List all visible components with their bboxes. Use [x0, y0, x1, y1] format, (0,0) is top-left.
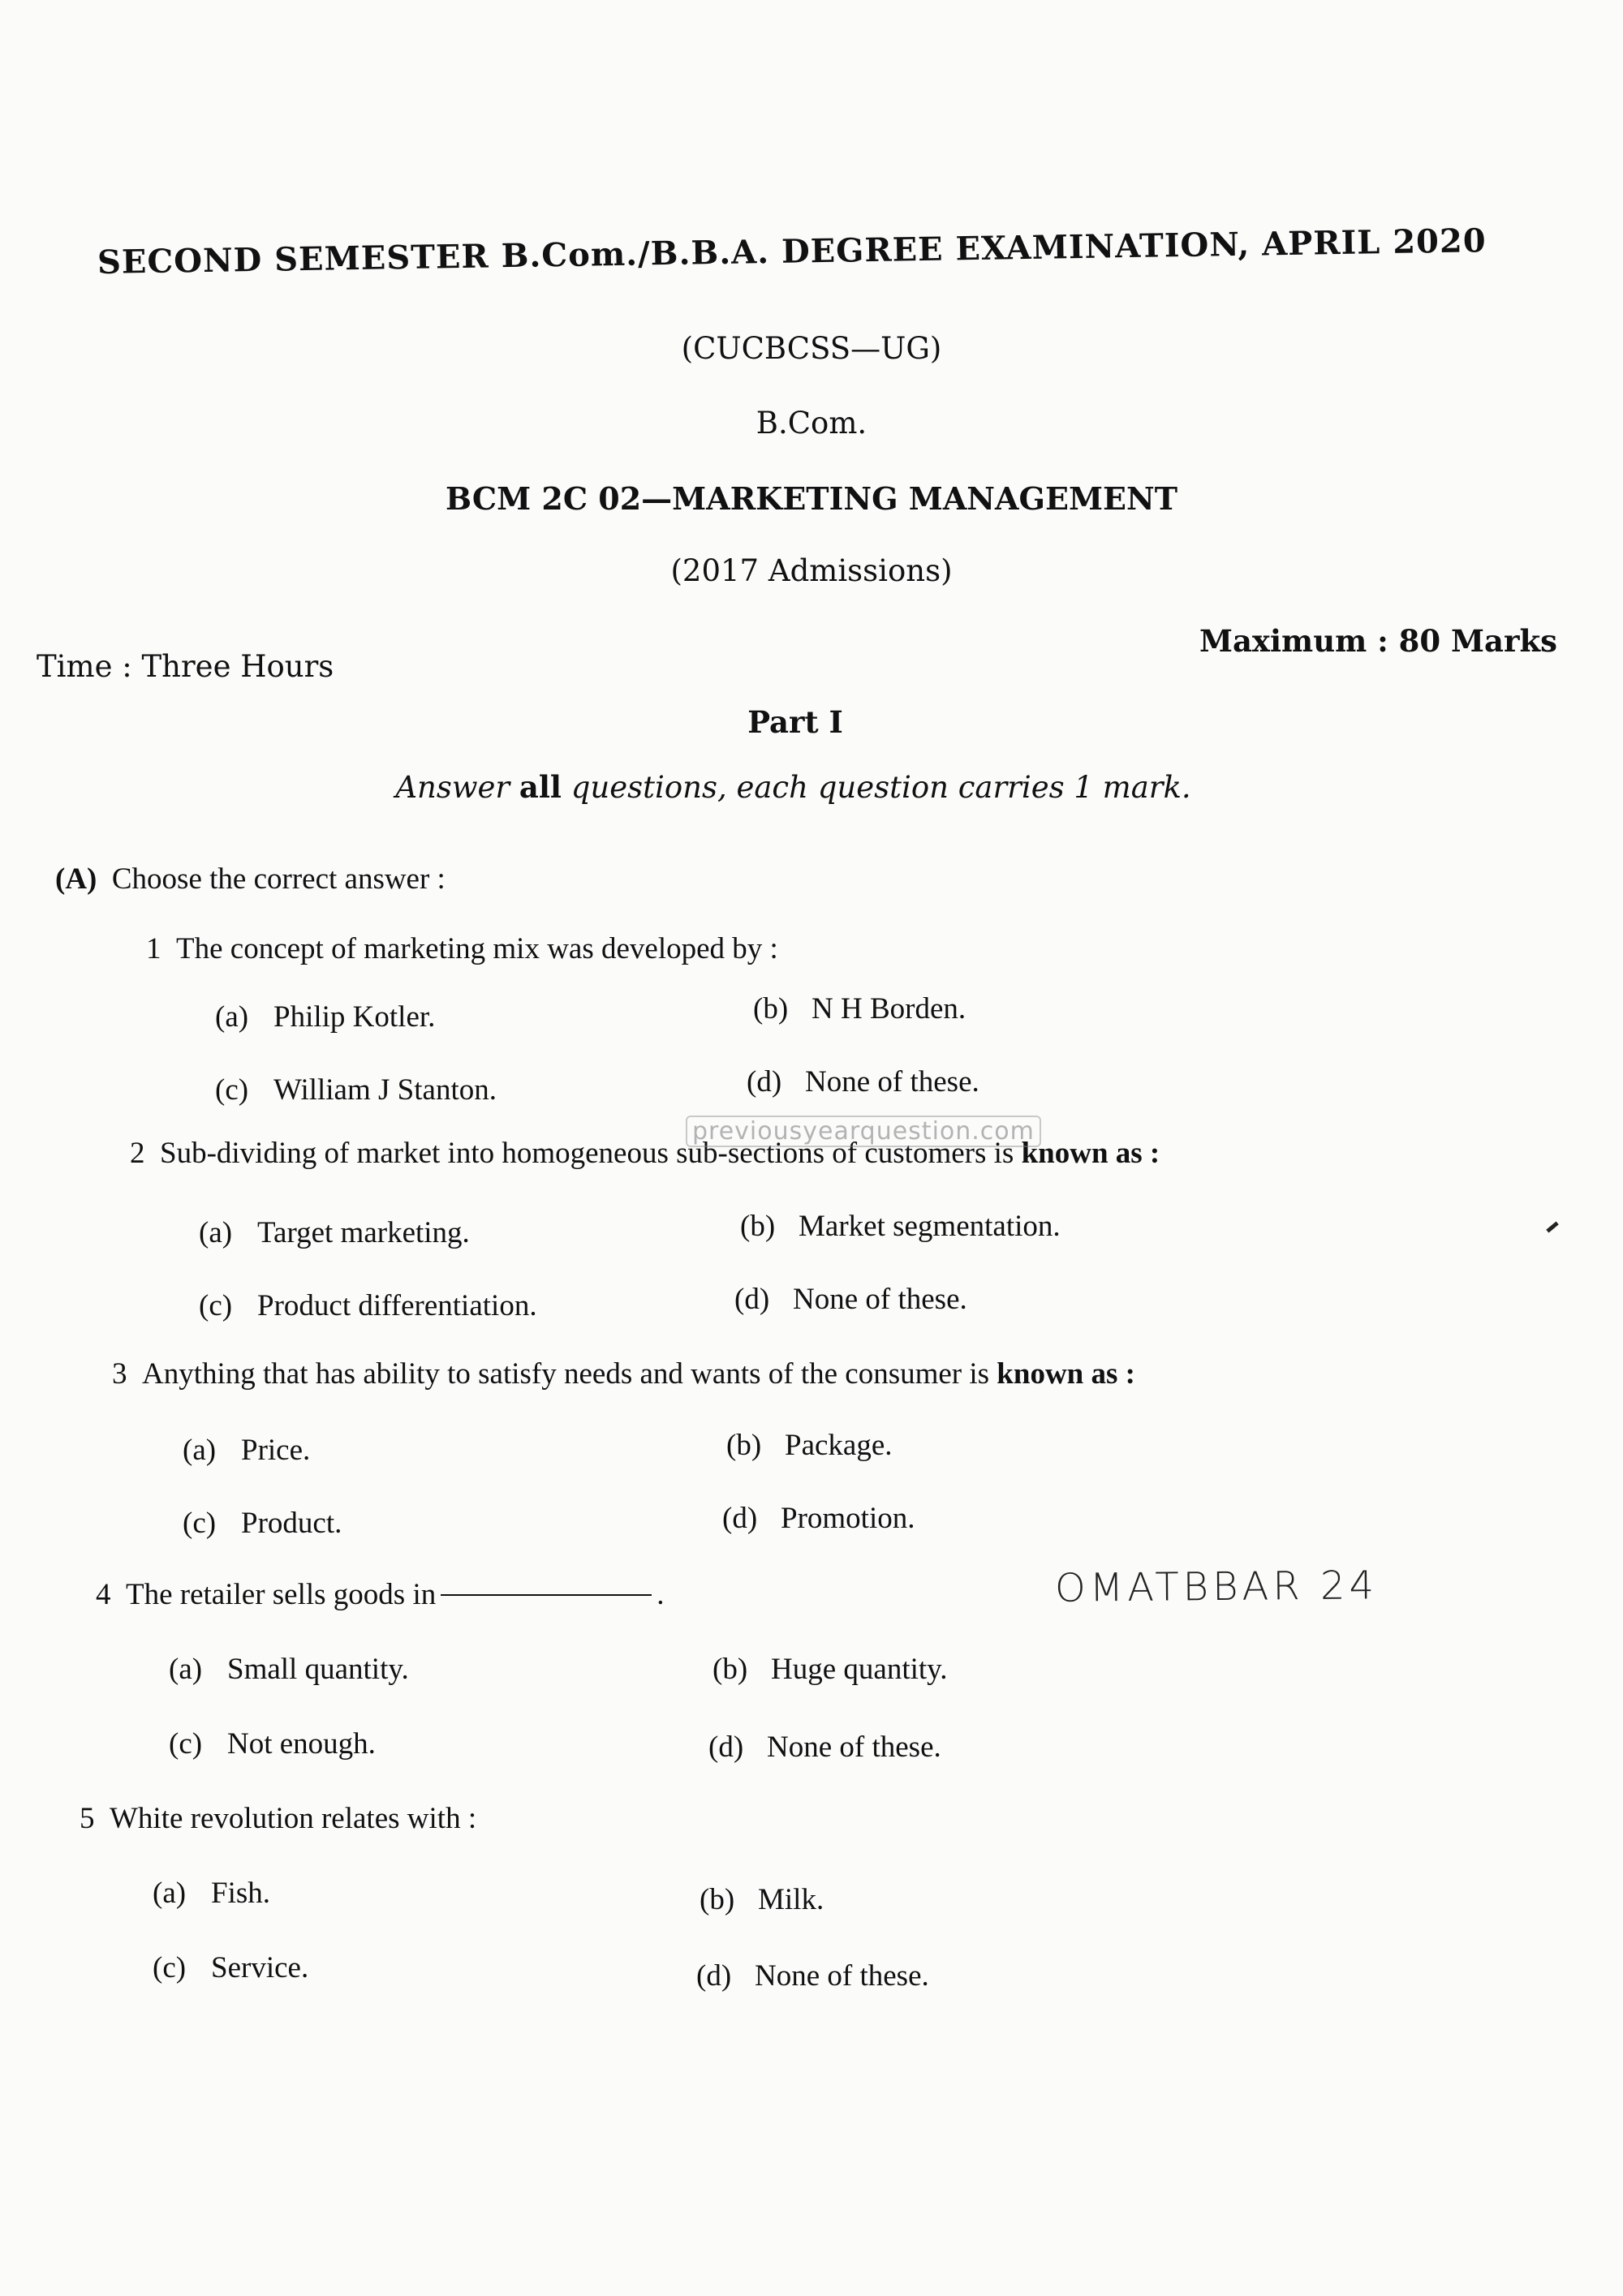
- question-4: [96, 1577, 664, 1612]
- option-text: None of these.: [767, 1731, 941, 1764]
- question-text: The concept of marketing mix was developed by :: [176, 932, 778, 965]
- option-label: (d): [722, 1502, 758, 1535]
- option-label: (b): [700, 1883, 735, 1916]
- option-2b: [740, 1209, 1061, 1244]
- option-text: None of these.: [755, 1959, 929, 1993]
- option-2d: [734, 1282, 967, 1317]
- option-label: (a): [199, 1216, 233, 1249]
- option-4a: [169, 1652, 409, 1687]
- section-a-heading: [55, 862, 446, 896]
- option-text: None of these.: [805, 1065, 979, 1099]
- option-text: Price.: [241, 1434, 311, 1467]
- option-text: Package.: [785, 1429, 893, 1462]
- option-text: Market segmentation.: [799, 1210, 1061, 1243]
- option-1a: [215, 1000, 435, 1034]
- option-text: Product.: [241, 1507, 342, 1540]
- option-label: (d): [734, 1283, 770, 1316]
- instruction-bold: all: [519, 769, 562, 805]
- instruction-pre: Answer: [395, 770, 510, 805]
- option-label: (c): [183, 1507, 217, 1540]
- option-label: (b): [740, 1210, 776, 1243]
- maximum-marks: Maximum : 80 Marks: [1199, 623, 1557, 659]
- option-label: (b): [712, 1653, 748, 1686]
- option-1d: [747, 1064, 979, 1099]
- admissions-line: (2017 Admissions): [670, 553, 953, 588]
- question-text: White revolution relates with :: [110, 1802, 477, 1835]
- instruction-post: questions, each question carries 1 mark.: [570, 770, 1191, 805]
- option-text: Philip Kotler.: [273, 1000, 436, 1034]
- scheme-line: (CUCBCSS—UG): [681, 331, 942, 366]
- option-3c: [183, 1506, 342, 1541]
- question-1: [146, 931, 778, 966]
- answer-blank: [441, 1594, 652, 1596]
- option-label: (d): [696, 1959, 732, 1993]
- option-5d: [696, 1958, 929, 1993]
- option-label: (a): [169, 1653, 203, 1686]
- option-text: Milk.: [758, 1883, 824, 1916]
- part-instruction: [0, 769, 1586, 805]
- option-label: (a): [215, 1000, 249, 1034]
- option-label: (d): [747, 1065, 782, 1099]
- handwritten-code: OMATBBAR 24: [1054, 1563, 1379, 1611]
- question-text-end: .: [657, 1578, 665, 1611]
- option-label: (d): [708, 1731, 744, 1764]
- question-text-bold: known as :: [1021, 1137, 1160, 1170]
- question-number: 1: [146, 932, 161, 965]
- option-5a: [153, 1876, 270, 1911]
- course-title: BCM 2C 02—MARKETING MANAGEMENT: [446, 480, 1177, 517]
- question-text-bold: known as :: [997, 1357, 1135, 1391]
- option-1b: [753, 991, 966, 1026]
- option-3b: [726, 1428, 893, 1463]
- option-text: Target marketing.: [257, 1216, 470, 1249]
- option-4b: [712, 1652, 948, 1687]
- exam-title: SECOND SEMESTER B.Com./B.B.A. DEGREE EXAMINATION, APRIL 2020: [97, 221, 1487, 282]
- option-text: None of these.: [793, 1283, 967, 1316]
- option-4c: [169, 1726, 376, 1761]
- option-5c: [153, 1950, 308, 1985]
- option-label: (a): [183, 1434, 217, 1467]
- section-a-label: (A): [55, 862, 97, 896]
- option-label: (b): [753, 992, 789, 1025]
- option-text: Huge quantity.: [771, 1653, 948, 1686]
- option-text: N H Borden.: [812, 992, 966, 1025]
- question-3: [112, 1357, 1135, 1391]
- option-2c: [199, 1288, 537, 1323]
- question-number: 4: [96, 1578, 111, 1611]
- option-text: Not enough.: [227, 1727, 376, 1761]
- option-label: (c): [153, 1951, 187, 1984]
- option-text: Product differentiation.: [257, 1289, 537, 1322]
- option-4d: [708, 1730, 941, 1765]
- question-text: Sub-dividing of market into homogeneous sub-sections of customers is: [160, 1137, 1014, 1170]
- option-label: (a): [153, 1877, 187, 1910]
- option-text: Service.: [211, 1951, 309, 1984]
- question-number: 5: [80, 1802, 95, 1835]
- option-label: (c): [169, 1727, 203, 1761]
- option-3a: [183, 1433, 310, 1468]
- option-5b: [700, 1882, 824, 1917]
- part-title: Part I: [747, 704, 843, 740]
- option-text: Fish.: [211, 1877, 271, 1910]
- question-text: The retailer sells goods in: [126, 1578, 437, 1611]
- question-number: 2: [130, 1137, 145, 1170]
- pen-mark: [1546, 1221, 1558, 1232]
- option-label: (c): [215, 1073, 249, 1107]
- option-label: (b): [726, 1429, 762, 1462]
- option-label: (c): [199, 1289, 233, 1322]
- programme-line: B.Com.: [756, 406, 867, 441]
- question-number: 3: [112, 1357, 127, 1391]
- question-text: Anything that has ability to satisfy needs and wants of the consumer is: [142, 1357, 990, 1391]
- option-text: Promotion.: [781, 1502, 915, 1535]
- option-2a: [199, 1215, 470, 1250]
- time-label: Time : Three Hours: [37, 649, 334, 684]
- section-a-text: Choose the correct answer :: [111, 862, 446, 896]
- option-text: Small quantity.: [227, 1653, 409, 1686]
- option-text: William J Stanton.: [273, 1073, 497, 1107]
- option-3d: [722, 1501, 915, 1536]
- question-5: [80, 1801, 476, 1836]
- site-watermark: previousyearquestion.com: [686, 1116, 1041, 1147]
- option-1c: [215, 1073, 497, 1107]
